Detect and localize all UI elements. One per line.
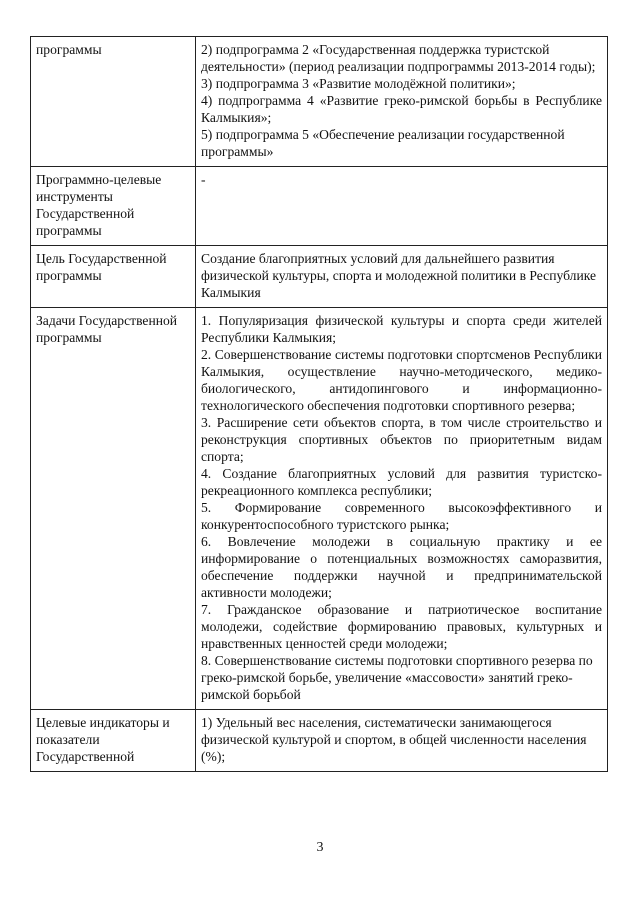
instruments-value: - (201, 172, 206, 187)
row-content (196, 167, 608, 246)
table-row (31, 37, 608, 167)
task-item: 7. Гражданское образование и патриотическое воспитание молодежи, содействие формированию правовых, культурных и нравственных ценностей среди молодежи; (201, 602, 602, 651)
table-row (31, 246, 608, 308)
row-content (196, 710, 608, 772)
goal-text: Создание благоприятных условий для дальнейшего развития физической культуры, спорта и молодежной политики в Республике Калмыкия (201, 251, 597, 300)
row-label: Задачи Государственной программы (31, 308, 196, 710)
subprogram-5-line: 5) подпрограмма 5 «Обеспечение реализации государственной программы» (201, 127, 565, 159)
program-passport-table (30, 36, 608, 772)
subprogram-3-line: 3) подпрограмма 3 «Развитие молодёжной политики»; (201, 76, 516, 91)
table-row (31, 710, 608, 772)
task-item: 6. Вовлечение молодежи в социальную практику и ее информирование о потенциальных возможностях саморазвития, обеспечение поддержки научной и предпринимательской активности молодежи; (201, 534, 602, 600)
row-content (196, 308, 608, 710)
task-item: 8. Совершенствование системы подготовки спортивного резерва по греко-римской борьбе, увеличение «массовости» занятий греко-римской борьбой (201, 653, 593, 702)
task-item: 4. Создание благоприятных условий для развития туристско-рекреационного комплекса республики; (201, 466, 602, 498)
subprogram-4-line: 4) подпрограмма 4 «Развитие греко-римской борьбы в Республике Калмыкия»; (201, 93, 602, 125)
row-content (196, 37, 608, 167)
indicator-item: 1) Удельный вес населения, систематически занимающегося физической культурой и спортом, в общей численности населения (%); (201, 715, 587, 764)
row-label: Целевые индикаторы и показатели Государственной (31, 710, 196, 772)
row-content (196, 246, 608, 308)
task-item: 1. Популяризация физической культуры и спорта среди жителей Республики Калмыкия; (201, 313, 602, 345)
page-number: 3 (316, 840, 324, 855)
row-label: Программно-целевые инструменты Государственной программы (31, 167, 196, 246)
task-item: 3. Расширение сети объектов спорта, в том числе строительство и реконструкция спортивных объектов по приоритетным видам спорта; (201, 415, 602, 464)
task-item: 5. Формирование современного высокоэффективного и конкурентоспособного туристского рынка; (201, 500, 602, 532)
table-row (31, 308, 608, 710)
row-label: Цель Государственной программы (31, 246, 196, 308)
table-row (31, 167, 608, 246)
row-label: программы (31, 37, 196, 167)
task-item: 2. Совершенствование системы подготовки спортсменов Республики Калмыкия, осуществление научно-методического, медико-биологического, антидопингового и информационно-технологического обеспечения подготовки спортивного резерва; (201, 347, 602, 413)
subprogram-2-line: 2) подпрограмма 2 «Государственная поддержка туристской деятельности» (период реализации подпрограммы 2013-2014 годы); (201, 42, 596, 74)
